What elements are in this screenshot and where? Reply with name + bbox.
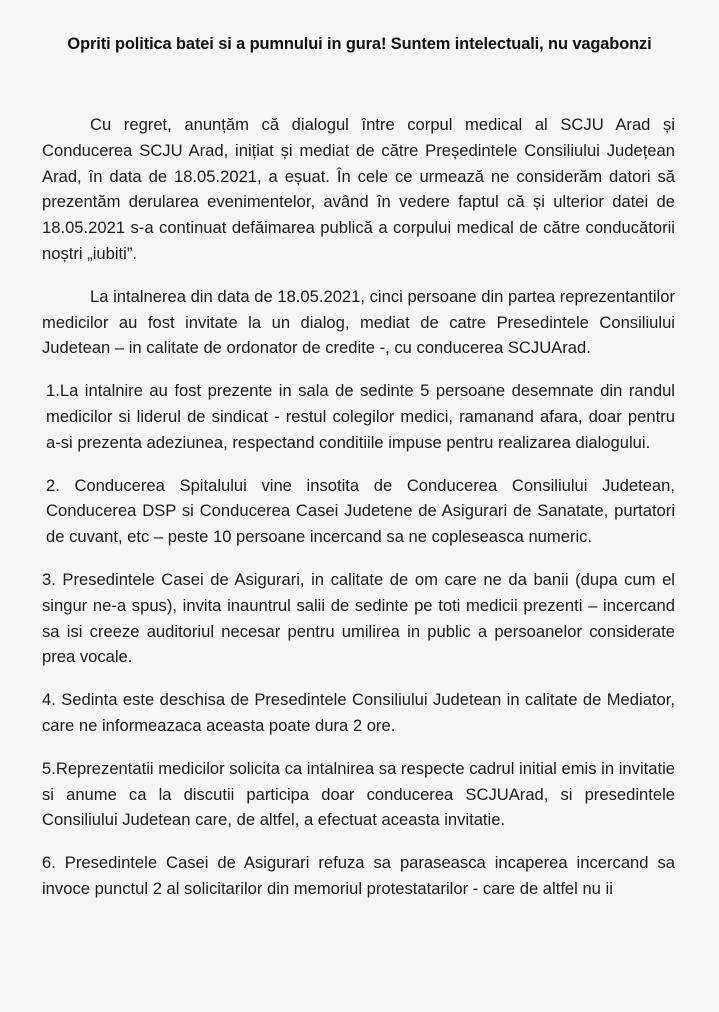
paragraph-intro: Cu regret, anunțăm că dialogul între corpul medical al SCJU Arad și Conducerea SCJU Arad, inițiat și mediat de către Președintele Consiliului Județean Arad, în data de 18.05.2021, a eșuat. În cele ce urmează ne considerăm datori să prezentăm derularea evenimentelor, având în vedere faptul că și ulterior datei de 18.05.2021 s-a continuat defăimarea publică a corpului medical de către conducătorii noștri „iubiti”. [42,115,675,263]
paragraph-point-1: 1.La intalnire au fost prezente in sala de sedinte 5 persoane desemnate din randul medicilor si liderul de sindicat - restul colegilor medici, ramanand afara, doar pentru a-si prezenta adeziunea, respectand conditiile impuse pentru realizarea dialogului. [46,381,675,452]
paragraph-meeting: La intalnerea din data de 18.05.2021, cinci persoane din partea reprezentantilor medicilor au fost invitate la un dialog, mediat de catre Presedintele Consiliului Judetean – in calitate de ordonator de credite -, cu conducerea SCJUArad. [42,286,675,358]
paragraph-point-6: 6. Presedintele Casei de Asigurari refuza sa paraseasca incaperea incercand sa invoce punctul 2 al solicitarilor din memoriul protestatarilor - care de altfel nu ii [42,853,675,898]
paragraph-point-4: 4. Sedinta este deschisa de Presedintele Consiliului Judetean in calitate de Mediator, care ne informeazaca aceasta poate dura 2 ore. [42,690,675,735]
document-title: Opriti politica batei si a pumnului in gura! Suntem intelectuali, nu vagabonzi [67,35,652,53]
document-body [42,112,675,919]
paragraph-point-2: 2. Conducerea Spitalului vine insotita de Conducerea Consiliului Judetean, Conducerea DSP si Conducerea Casei Judetene de Asigurari de Sanatate, purtatori de cuvant, etc – peste 10 persoane incercand sa ne copleseasca numeric. [46,475,675,547]
paragraph-point-5: 5.Reprezentatii medicilor solicita ca intalnirea sa respecte cadrul initial emis in invitatie si anume ca la discutii participa doar conducerea SCJUArad, si presedintele Consiliului Judetean care, de altfel, a efectuat aceasta invitatie. [42,758,675,830]
paragraph-point-3: 3. Presedintele Casei de Asigurari, in calitate de om care ne da banii (dupa cum el singur ne-a spus), invita inauntrul salii de sedinte pe toti medicii prezenti – incercand sa isi creeze auditoriul necesar pentru umilirea in public a persoanelor considerate prea vocale. [42,569,675,667]
